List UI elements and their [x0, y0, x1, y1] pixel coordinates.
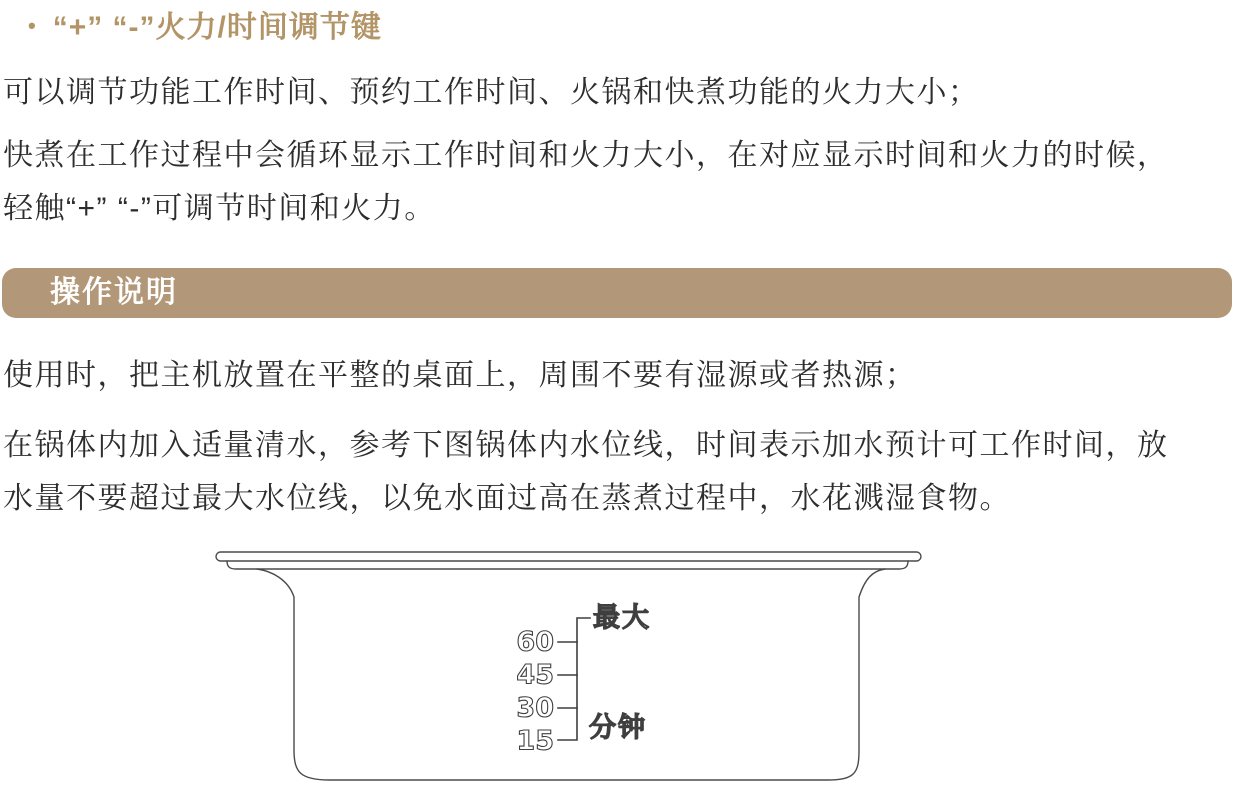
- scale-label-15: 15: [516, 725, 554, 757]
- scale-label-30: 30: [516, 692, 554, 724]
- pot-rim-lip: [227, 561, 908, 569]
- scale-label-45: 45: [516, 659, 554, 691]
- scale-label-60: 60: [516, 626, 554, 658]
- instruction-line-1: 使用时，把主机放置在平整的桌面上，周围不要有湿源或者热源；: [3, 359, 917, 392]
- section-banner: [2, 268, 1232, 318]
- pot-rim-plate: [216, 552, 921, 561]
- scale-unit-label: 分钟: [589, 712, 647, 744]
- instruction-line-3: 水量不要超过最大水位线，以免水面过高在蒸煮过程中，水花溅湿食物。: [3, 482, 1011, 515]
- bullet-icon: •: [28, 13, 37, 38]
- section-heading: [28, 2, 382, 46]
- section-heading-text: “+” “-”火力/时间调节键: [52, 11, 382, 44]
- pot-water-level-diagram: [205, 545, 930, 788]
- intro-line-3: 轻触“+” “-”可调节时间和火力。: [3, 192, 436, 225]
- instruction-line-2: 在锅体内加入适量清水，参考下图锅体内水位线，时间表示加水预计可工作时间，放: [3, 429, 1169, 462]
- scale-bracket-line: [558, 618, 590, 740]
- intro-line-1: 可以调节功能工作时间、预约工作时间、火锅和快煮功能的火力大小；: [3, 76, 980, 109]
- section-banner-title: 操作说明: [50, 276, 178, 309]
- intro-line-2: 快煮在工作过程中会循环显示工作时间和火力大小，在对应显示时间和火力的时候，: [3, 139, 1169, 172]
- scale-max-label: 最大: [593, 602, 651, 634]
